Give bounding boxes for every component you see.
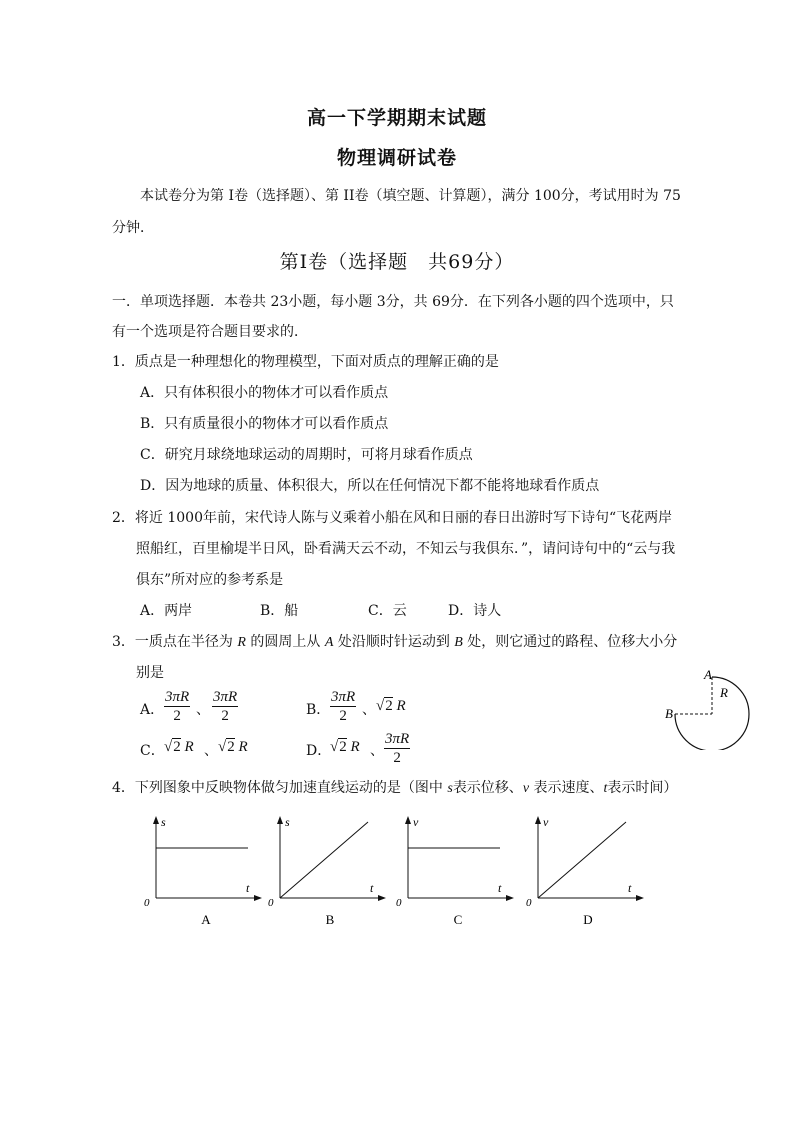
graph-caption: D [583,912,593,927]
q3-option-c-sqrt-1: √2 R [164,739,194,755]
question-2-option-b: B．船 [260,603,299,619]
q4-graphs [140,812,680,932]
x-axis-label: t [370,881,374,895]
graph-line [538,822,626,898]
origin-label: 0 [396,897,402,909]
q3-stem-text-2: 的圆周上从 [245,634,325,650]
question-2-stem-3: 俱东”所对应的参考系是 [136,572,284,588]
question-1-option-b: B．只有质量很小的物体才可以看作质点 [140,416,389,432]
q3-label-r: R [720,685,728,700]
q3-option-d-sep: 、 [370,743,384,759]
q3-var-a: A [324,635,334,650]
q3-option-c-label: C． [140,743,165,759]
question-2-option-a: A．两岸 [140,603,193,619]
x-axis-arrow [378,895,386,901]
q4-var-s: s [447,781,453,796]
graph-caption: B [325,912,335,927]
q4-graph-d [522,812,652,932]
x-axis-arrow [254,895,262,901]
q3-stem-text-3: 处沿顺时针运动到 [333,634,455,650]
origin-label: 0 [526,897,532,909]
question-2-option-d: D．诗人 [448,603,502,619]
origin-label: 0 [144,897,150,909]
q4-graph-c [392,812,522,932]
q3-label-b: B [665,706,673,721]
q4-stem-text-3: 表示速度、 [529,780,604,796]
q4-stem-text-1: 4．下列图象中反映物体做匀加速直线运动的是（图中 [112,780,448,796]
q3-option-a-label: A． [140,702,165,718]
section-instructions-1: 一．单项选择题．本卷共 23小题，每小题 3分，共 69分．在下列各小题的四个选项中，只 [112,294,674,310]
q4-var-v: v [522,781,530,796]
q3-option-c-sep: 、 [204,743,218,759]
exam-subtitle: 物理调研试卷 [336,147,457,169]
q3-var-r: R [237,635,246,650]
q3-option-b-sep: 、 [362,702,376,718]
y-axis-arrow [405,816,411,824]
q3-option-b-frac: $\frac{3\pi R}{2}$ [331,689,356,724]
exam-title: 高一下学期期末试题 [306,107,487,129]
y-axis-arrow [535,816,541,824]
y-axis-label: s [285,815,290,829]
q3-option-d-frac: $\frac{3\pi R}{2}$ [385,731,410,766]
section-instructions-2: 有一个选项是符合题目要求的． [112,324,308,340]
question-1-stem: 1．质点是一种理想化的物理模型，下面对质点的理解正确的是 [112,354,499,370]
q3-option-b-label: B． [306,702,331,718]
x-axis-arrow [506,895,514,901]
y-axis-label: v [413,815,419,829]
q4-graph-a [140,812,270,932]
question-2-stem-2: 照船红，百里榆堤半日风，卧看满天云不动，不知云与我俱东．”，请问诗句中的“云与我 [136,541,676,557]
y-axis-arrow [277,816,283,824]
question-1-option-c: C．研究月球绕地球运动的周期时，可将月球看作质点 [140,447,473,463]
q3-var-b: B [454,635,463,650]
y-axis-label: s [161,815,166,829]
question-1-option-a: A．只有体积很小的物体才可以看作质点 [140,385,389,401]
question-2-option-c: C．云 [368,603,407,619]
q3-option-c-sqrt-2: √2 R [218,739,248,755]
section-heading: 第Ⅰ卷（选择题 共69分） [279,251,515,273]
q3-option-b-sqrt: √2 R [376,698,406,714]
x-axis-arrow [636,895,644,901]
intro-line-1: 本试卷分为第 I卷（选择题）、第 II卷（填空题、计算题），满分 100分，考试用时为 75 [140,188,681,204]
x-axis-label: t [246,881,250,895]
q3-stem-text-4: 处，则它通过的路程、位移大小分 [462,634,678,650]
question-3-stem-2: 别是 [136,665,164,681]
q4-stem-text-4: 表示时间） [607,780,678,796]
q4-stem-text-2: 表示位移、 [452,780,523,796]
q3-option-d-sqrt: √2 R [330,739,360,755]
q3-option-a-sep: 、 [196,702,210,718]
y-axis-label: v [543,815,549,829]
x-axis-label: t [628,881,632,895]
question-4-stem [112,778,677,799]
origin-label: 0 [268,897,274,909]
graph-caption: A [201,912,211,927]
q4-var-t: t [603,781,608,796]
q3-option-a-frac-1: $\frac{3\pi R}{2}$ [165,689,190,724]
question-1-option-d: D．因为地球的质量、体积很大，所以在任何情况下都不能将地球看作质点 [140,478,600,494]
y-axis-arrow [153,816,159,824]
q3-circle-figure [660,660,770,750]
graph-caption: C [453,912,463,927]
q3-label-a: A [704,667,712,682]
q3-option-a-frac-2: $\frac{3\pi R}{2}$ [213,689,238,724]
x-axis-label: t [498,881,502,895]
question-2-stem-1: 2．将近 1000年前，宋代诗人陈与义乘着小船在风和日丽的春日出游时写下诗句“飞花两岸 [112,510,673,526]
graph-line [280,822,368,898]
q3-option-d-label: D． [306,743,332,759]
q4-graph-b [264,812,394,932]
question-3-stem-1 [112,632,677,653]
intro-line-2: 分钟． [112,220,154,236]
q3-stem-text-1: 3．一质点在半径为 [112,634,238,650]
